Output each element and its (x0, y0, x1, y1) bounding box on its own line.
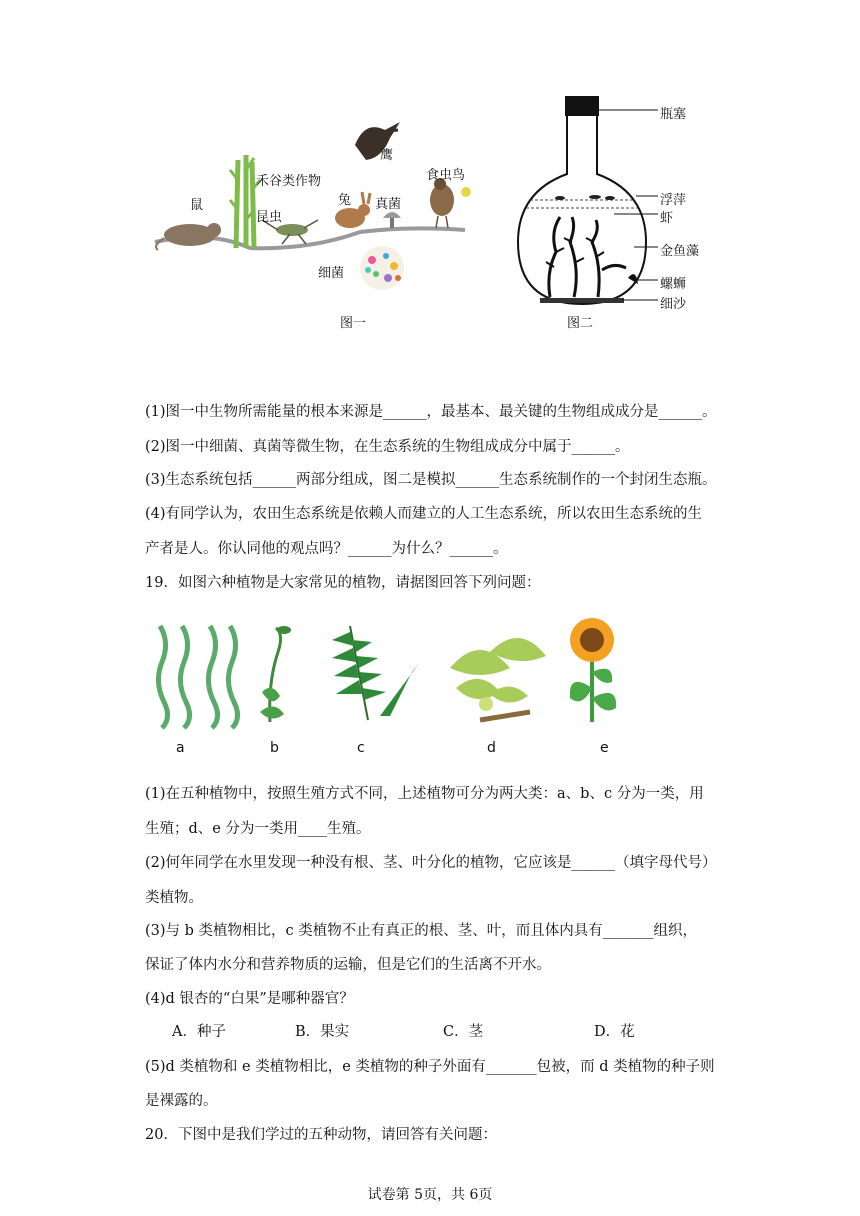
q18-line-3: (3)生态系统包括______两部分组成，图二是模拟______生态系统制作的一个封闭生态瓶。 (145, 472, 717, 488)
label-mouse: 鼠 (190, 198, 204, 213)
plants-figure (150, 612, 650, 762)
plant-b-moss (260, 626, 291, 722)
q20-title: 20．下图中是我们学过的五种动物，请回答有关问题： (145, 1127, 497, 1143)
hornwort-drawing (546, 217, 604, 297)
q18-line-5: 产者是人。你认同他的观点吗？______为什么？______。 (145, 541, 508, 557)
bacteria-drawing (360, 246, 404, 290)
figure-1 (150, 100, 480, 340)
label-insectivore-bird: 食虫鸟 (426, 168, 466, 183)
label-duckweed: 浮萍 (660, 193, 687, 208)
shrimp-drawing (602, 265, 626, 270)
plant-e-sunflower (570, 618, 616, 722)
plant-c-fern (332, 626, 420, 720)
hawk-drawing (355, 122, 400, 160)
sand-drawing (540, 298, 624, 303)
plant-label-b: b (270, 740, 279, 756)
label-crops: 禾谷类作物 (256, 174, 322, 189)
q19-line-7: (4)d 银杏的“白果”是哪种器官？ (145, 991, 354, 1007)
plants-illustration (150, 612, 650, 736)
plant-label-c: c (357, 740, 365, 756)
q19-line-3: (2)何年同学在水里发现一种没有根、茎、叶分化的植物，它应该是______（填字母代号） (145, 855, 717, 871)
figure-1-caption: 图一 (340, 316, 367, 331)
page-footer: 试卷第 5页，共 6页 (367, 1187, 493, 1203)
figure-2 (510, 92, 720, 342)
label-bacteria: 细菌 (318, 266, 345, 281)
duckweed-drawing (555, 195, 615, 200)
plant-label-a: a (176, 740, 185, 756)
eco-bottle-illustration (510, 92, 720, 342)
label-rabbit: 兔 (338, 193, 352, 208)
q19-line-6: 保证了体内水分和营养物质的运输，但是它们的生活离不开水。 (145, 957, 551, 973)
label-hawk: 鹰 (380, 148, 394, 163)
q19-line-9: 是裸露的。 (145, 1093, 218, 1109)
label-sand: 细沙 (660, 297, 687, 312)
mushroom-drawing (383, 212, 401, 228)
label-stopper: 瓶塞 (660, 107, 687, 122)
q19-line-4: 类植物。 (145, 890, 203, 906)
snail-drawing (628, 274, 638, 284)
q18-line-4: (4)有同学认为，农田生态系统是依赖人而建立的人工生态系统，所以农田生态系统的生 (145, 506, 703, 522)
q19-line-1: (1)在五种植物中，按照生殖方式不同，上述植物可分为两大类：a、b、c 分为一类，用 (145, 786, 704, 802)
q19-line-8: (5)d 类植物和 e 类植物相比，e 类植物的种子外面有_______包被，而 d 类植物的种子则 (145, 1059, 715, 1075)
label-fungi: 真菌 (375, 197, 402, 212)
food-web-illustration (150, 100, 480, 340)
label-snail: 螺蛳 (660, 277, 687, 292)
q18-line-1: (1)图一中生物所需能量的根本来源是______，最基本、最关键的生物组成成分是______。 (145, 404, 717, 420)
option-a[interactable]: A．种子 (172, 1024, 226, 1040)
plant-label-d: d (487, 740, 496, 756)
q18-line-2: (2)图一中细菌、真菌等微生物，在生态系统的生物组成成分中属于______。 (145, 439, 630, 455)
stopper-drawing (565, 96, 599, 116)
plant-label-e: e (600, 740, 609, 756)
option-c[interactable]: C．茎 (443, 1024, 484, 1040)
plant-d-ginkgo (450, 638, 546, 720)
q19-title: 19．如图六种植物是大家常见的植物，请据图回答下列问题： (145, 575, 541, 591)
figure-2-caption: 图二 (567, 316, 594, 331)
crops-drawing (230, 155, 260, 248)
q19-line-2: 生殖；d、e 分为一类用____生殖。 (145, 821, 371, 837)
option-d[interactable]: D．花 (594, 1024, 635, 1040)
mouse-drawing (156, 223, 221, 250)
plant-a-spirogyra (158, 626, 237, 728)
option-b[interactable]: B．果实 (295, 1024, 350, 1040)
bird-drawing (430, 178, 471, 228)
label-insect: 昆虫 (256, 210, 283, 225)
q19-line-5: (3)与 b 类植物相比，c 类植物不止有真正的根、茎、叶，而且体内具有_______组织， (145, 923, 698, 939)
label-hornwort: 金鱼藻 (660, 244, 700, 259)
label-shrimp: 虾 (660, 211, 674, 226)
